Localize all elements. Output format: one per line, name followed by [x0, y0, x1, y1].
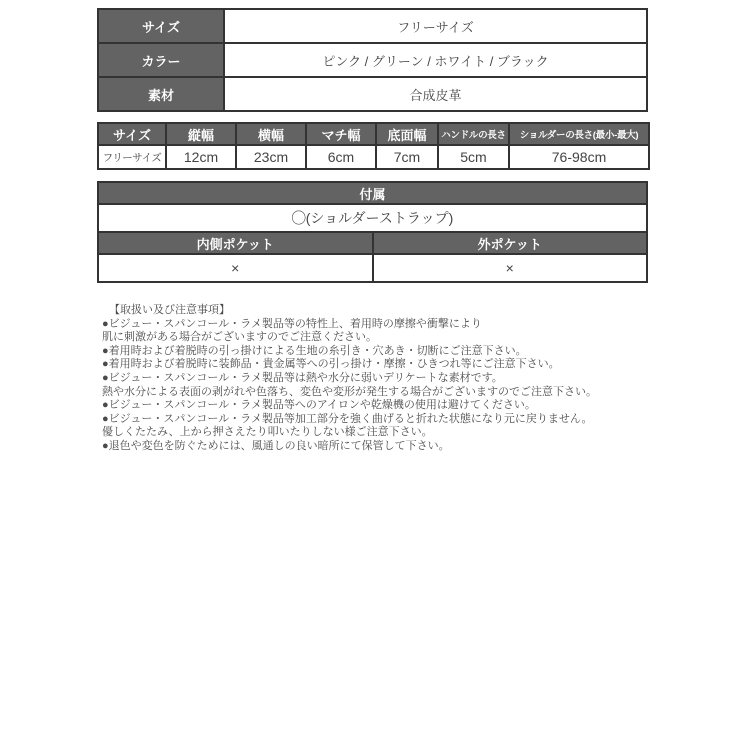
accessory-value: ◯(ショルダーストラップ): [98, 204, 647, 232]
spec-value-color: ピンク / グリーン / ホワイト / ブラック: [224, 43, 647, 77]
meas-header-shoulder: ショルダーの長さ(最小-最大): [509, 123, 649, 145]
table-row: [98, 9, 647, 43]
spec-table: [97, 8, 648, 112]
care-note-line: ●ビジュー・スパンコール・ラメ製品等加工部分を強く曲げると折れた状態になり元に戻りません。: [102, 412, 593, 425]
spec-value-material: 合成皮革: [224, 77, 647, 111]
meas-header-bottom: 底面幅: [376, 123, 438, 145]
accessory-header: 付属: [98, 182, 647, 204]
measurements-table: [97, 122, 650, 170]
meas-header-handle: ハンドルの長さ: [438, 123, 509, 145]
meas-value-width: 23cm: [236, 145, 306, 169]
meas-header-width: 横幅: [236, 123, 306, 145]
table-row: [98, 204, 647, 232]
spec-label-size: サイズ: [98, 9, 224, 43]
care-note-line: ●着用時および着脱時に装飾品・貴金属等への引っ掛け・摩擦・ひきつれ等にご注意下さい。: [102, 358, 560, 371]
accessory-table: [97, 181, 648, 283]
care-notes-title: 【取扱い及び注意事項】: [109, 304, 230, 316]
meas-value-gusset: 6cm: [306, 145, 376, 169]
care-note-line: ●ビジュー・スパンコール・ラメ製品等の特性上、着用時の摩擦や衝撃により: [102, 317, 482, 330]
table-row: [98, 77, 647, 111]
inner-pocket-header: 内側ポケット: [98, 232, 373, 254]
meas-header-height: 縦幅: [166, 123, 236, 145]
outer-pocket-value: ×: [373, 254, 648, 282]
care-note-line: ●ビジュー・スパンコール・ラメ製品等は熱や水分に弱いデリケートな素材です。: [102, 371, 503, 384]
care-note-line: ●ビジュー・スパンコール・ラメ製品等へのアイロンや乾燥機の使用は避けてください。: [102, 399, 536, 412]
care-note-line: 肌に刺激がある場合がございますのでご注意ください。: [102, 331, 377, 344]
table-row: [98, 182, 647, 204]
inner-pocket-value: ×: [98, 254, 373, 282]
outer-pocket-header: 外ポケット: [373, 232, 648, 254]
care-note-line: 優しくたたみ、上から押さえたり叩いたりしない様ご注意下さい。: [102, 426, 433, 439]
measurements-header-row: [98, 123, 649, 145]
table-row: [98, 254, 647, 282]
meas-header-gusset: マチ幅: [306, 123, 376, 145]
spec-label-color: カラー: [98, 43, 224, 77]
table-row: [98, 43, 647, 77]
measurements-value-row: [98, 145, 649, 169]
care-note-line: 熱や水分による表面の剥がれや色落ち、変色や変形が発生する場合がございますのでご注意下さい。: [102, 385, 597, 398]
table-row: [98, 232, 647, 254]
meas-header-size: サイズ: [98, 123, 166, 145]
care-note-line: ●退色や変色を防ぐためには、風通しの良い暗所にて保管して下さい。: [102, 439, 450, 452]
care-notes: [102, 304, 662, 454]
care-note-line: ●着用時および着脱時の引っ掛けによる生地の糸引き・穴あき・切断にご注意下さい。: [102, 344, 527, 357]
meas-value-size: フリーサイズ: [98, 145, 166, 169]
meas-value-shoulder: 76-98cm: [509, 145, 649, 169]
spec-label-material: 素材: [98, 77, 224, 111]
meas-value-bottom: 7cm: [376, 145, 438, 169]
meas-value-height: 12cm: [166, 145, 236, 169]
meas-value-handle: 5cm: [438, 145, 509, 169]
spec-value-size: フリーサイズ: [224, 9, 647, 43]
